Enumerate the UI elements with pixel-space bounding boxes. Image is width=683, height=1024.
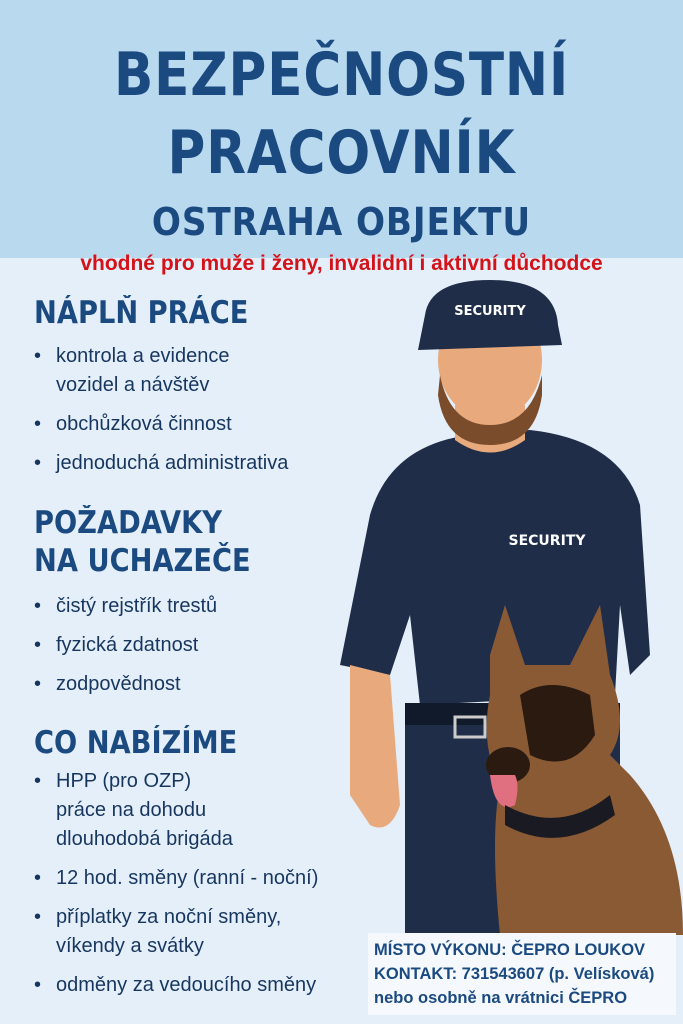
place-text: MÍSTO VÝKONU: ČEPRO LOUKOV	[374, 941, 646, 959]
cap-security-text: SECURITY	[454, 304, 526, 319]
list-item: • fyzická zdatnost	[34, 631, 217, 660]
title-line-2: PRACOVNÍK	[167, 118, 516, 188]
subtitle: OSTRAHA OBJEKTU	[151, 200, 532, 244]
tagline: vhodné pro muže i ženy, invalidní i aktivní důchodce	[80, 252, 603, 275]
list-item: • čistý rejstřík trestů	[34, 592, 217, 621]
list-item: • obchůzková činnost	[34, 410, 288, 439]
list-item: • jednoduchá administrativa	[34, 449, 288, 478]
section-heading-napln-prace: NÁPLŇ PRÁCE	[34, 295, 249, 331]
section-heading-pozadavky: POŽADAVKY NA UCHAZEČE	[34, 505, 251, 579]
alt-contact-text: nebo osobně na vrátnici ČEPRO	[374, 989, 628, 1007]
title-line-1: BEZPEČNOSTNÍ	[113, 40, 570, 110]
contact-info-box	[368, 933, 676, 1015]
section-heading-co-nabizime: CO NABÍZÍME	[34, 725, 238, 761]
security-guard-illustration	[330, 275, 683, 935]
contact-text: KONTAKT: 731543607 (p. Velísková)	[374, 965, 655, 983]
list-item: • HPP (pro OZP) práce na dohodu dlouhodobá brigáda	[34, 767, 318, 854]
co-nabizime-list	[34, 767, 318, 1010]
dog-illustration	[486, 605, 683, 935]
list-item: • kontrola a evidence vozidel a návštěv	[34, 342, 288, 400]
list-item: • příplatky za noční směny, víkendy a svátky	[34, 903, 318, 961]
list-item: • odměny za vedoucího směny	[34, 971, 318, 1000]
shirt-security-text: SECURITY	[508, 533, 586, 549]
list-item: • 12 hod. směny (ranní - noční)	[34, 864, 318, 893]
napln-prace-list	[34, 342, 288, 488]
pozadavky-list	[34, 592, 217, 709]
list-item: • zodpovědnost	[34, 670, 217, 699]
